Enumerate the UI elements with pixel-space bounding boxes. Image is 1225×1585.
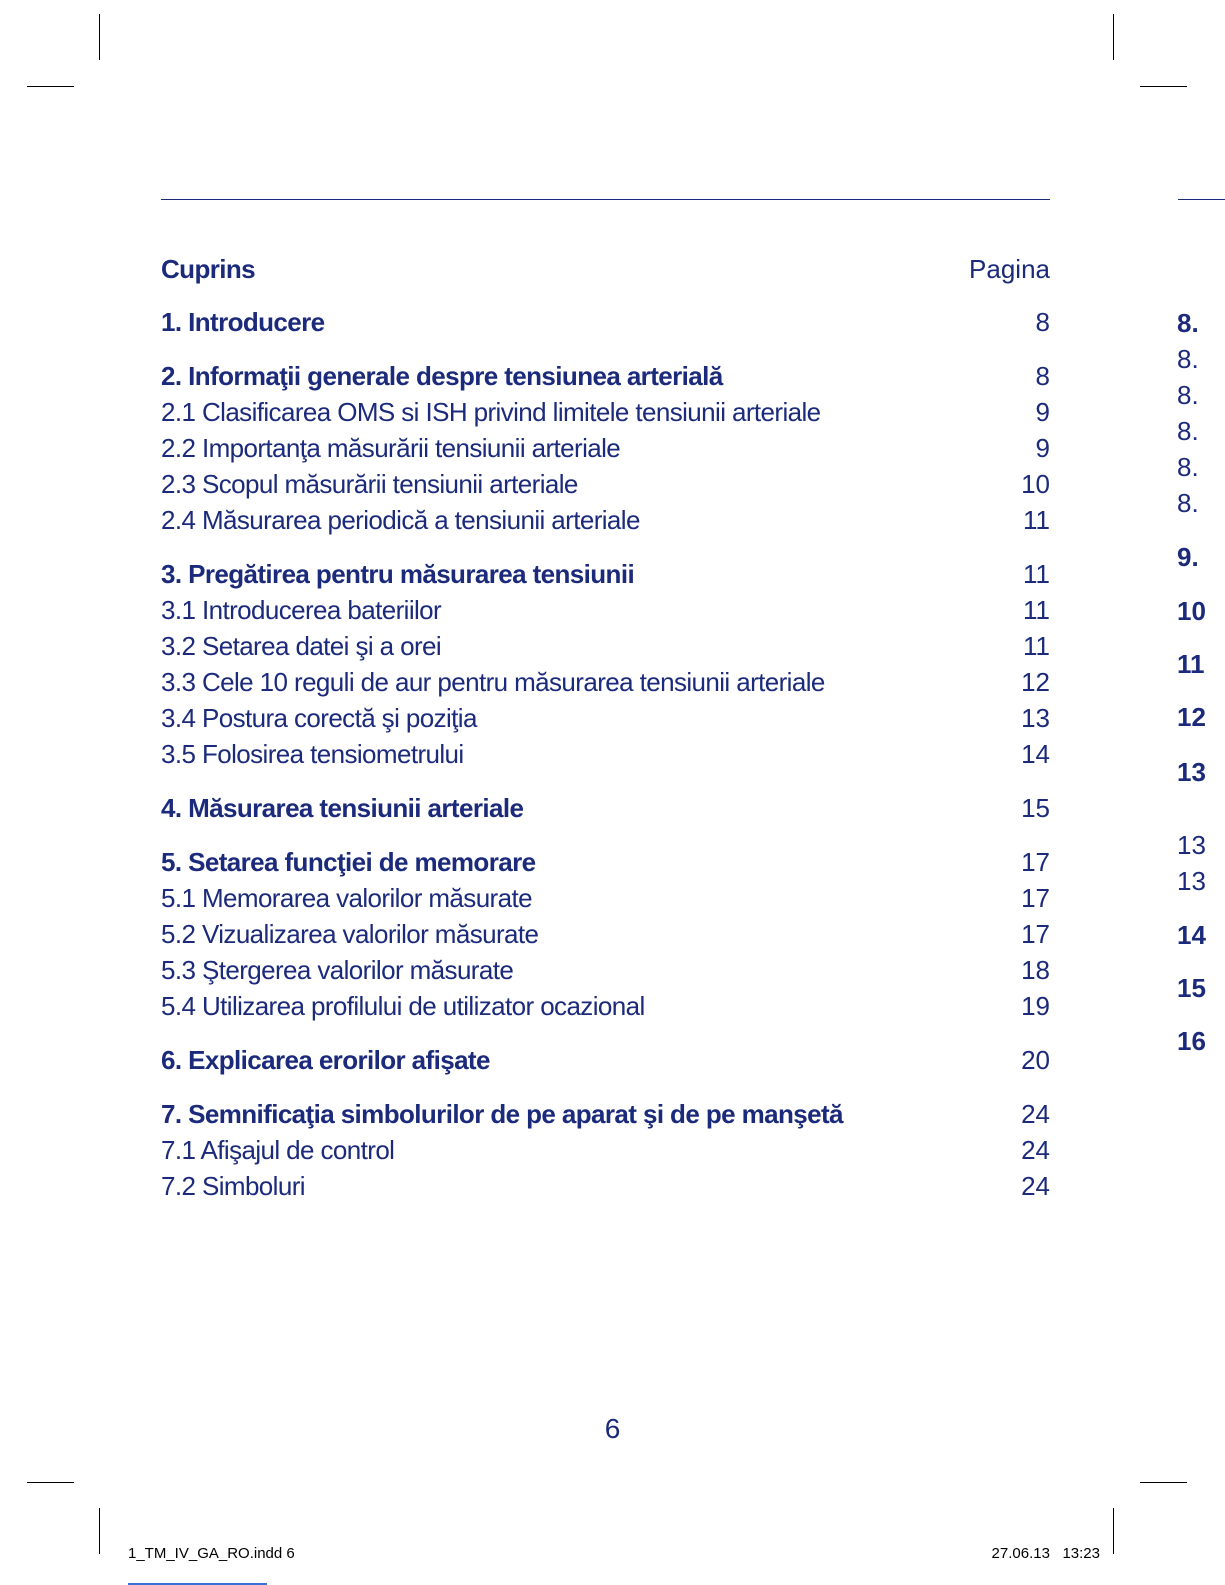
slug-filename: 1_TM_IV_GA_RO.indd 6 (128, 1545, 295, 1562)
toc-entry-label: 5. Setarea funcţiei de memorare (161, 847, 536, 877)
toc-entry-label: 3. Pregătirea pentru măsurarea tensiunii (161, 559, 635, 589)
crop-mark (27, 1482, 74, 1483)
table-of-contents (161, 250, 1050, 1204)
toc-entry-page: 20 (1021, 1045, 1050, 1075)
toc-header (161, 250, 1050, 288)
toc-subsection-row[interactable] (161, 880, 1050, 916)
next-page-toc-fragment: 9. (1177, 542, 1199, 572)
toc-entries (161, 304, 1050, 1204)
next-page-toc-fragment: 16 (1177, 1026, 1206, 1056)
crop-mark (1140, 1482, 1187, 1483)
toc-section-row[interactable] (161, 358, 1050, 394)
toc-subsection-row[interactable] (161, 430, 1050, 466)
toc-section-row[interactable] (161, 844, 1050, 880)
toc-subsection-row[interactable] (161, 988, 1050, 1024)
toc-entry-label: 3.1 Introducerea bateriilor (161, 595, 442, 625)
toc-entry-page: 24 (1021, 1171, 1050, 1201)
toc-section-row[interactable] (161, 304, 1050, 340)
next-page-toc-fragment: 11 (1177, 649, 1205, 679)
toc-entry-label: 1. Introducere (161, 307, 325, 337)
toc-entry-page: 17 (1021, 847, 1050, 877)
toc-entry-label: 2.4 Măsurarea periodică a tensiunii arteriale (161, 505, 640, 535)
toc-entry-page: 8 (1035, 361, 1050, 391)
toc-subsection-row[interactable] (161, 592, 1050, 628)
next-page-toc-fragment: 8. (1177, 452, 1199, 482)
next-page-toc-fragment: 8. (1177, 380, 1199, 410)
toc-section-row[interactable] (161, 1042, 1050, 1078)
next-page-toc-fragment: 8. (1177, 308, 1199, 338)
slug-date: 27.06.13 (991, 1545, 1050, 1562)
toc-entry-page: 11 (1023, 595, 1050, 625)
next-page-toc-fragment: 8. (1177, 416, 1199, 446)
next-page-toc-fragment: 13 (1177, 830, 1206, 860)
toc-entry-page: 14 (1021, 739, 1050, 769)
toc-entry-label: 2. Informaţii generale despre tensiunea arterială (161, 361, 723, 391)
toc-section-row[interactable] (161, 1096, 1050, 1132)
toc-entry-label: 5.4 Utilizarea profilului de utilizator ocazional (161, 991, 645, 1021)
toc-entry-label: 5.2 Vizualizarea valorilor măsurate (161, 919, 539, 949)
toc-entry-page: 11 (1023, 505, 1050, 535)
toc-entry-label: 7. Semnificaţia simbolurilor de pe aparat şi de pe manşetă (161, 1099, 843, 1129)
toc-subsection-row[interactable] (161, 466, 1050, 502)
next-page-header-rule (1178, 199, 1225, 200)
toc-entry-page: 12 (1021, 667, 1050, 697)
toc-entry-page: 15 (1021, 793, 1050, 823)
toc-entry-page: 24 (1021, 1135, 1050, 1165)
slug-datetime (992, 1545, 1100, 1562)
toc-entry-label: 3.5 Folosirea tensiometrului (161, 739, 464, 769)
header-rule (161, 199, 1050, 200)
next-page-toc-fragment: 13 (1177, 757, 1206, 787)
next-page-fragment (1177, 305, 1225, 1085)
toc-entry-label: 5.1 Memorarea valorilor măsurate (161, 883, 532, 913)
toc-entry-label: 7.1 Afişajul de control (161, 1135, 395, 1165)
toc-subsection-row[interactable] (161, 700, 1050, 736)
toc-entry-label: 2.1 Clasificarea OMS si ISH privind limitele tensiunii arteriale (161, 397, 821, 427)
crop-mark (99, 1508, 100, 1554)
next-page-toc-fragment: 13 (1177, 866, 1206, 896)
next-page-toc-fragment: 12 (1177, 702, 1206, 732)
toc-subsection-row[interactable] (161, 1132, 1050, 1168)
toc-entry-label: 6. Explicarea erorilor afişate (161, 1045, 490, 1075)
toc-entry-label: 3.3 Cele 10 reguli de aur pentru măsurarea tensiunii arteriale (161, 667, 825, 697)
toc-title: Cuprins (161, 254, 256, 284)
page-number: 6 (604, 1413, 621, 1444)
next-page-toc-fragment: 10 (1177, 596, 1206, 626)
crop-mark (27, 86, 74, 87)
crop-mark (99, 14, 100, 60)
next-page-toc-fragment: 8. (1177, 488, 1199, 518)
toc-subsection-row[interactable] (161, 736, 1050, 772)
toc-subsection-row[interactable] (161, 916, 1050, 952)
next-page-toc-fragment: 15 (1177, 973, 1206, 1003)
toc-entry-page: 24 (1021, 1099, 1050, 1129)
toc-entry-label: 3.4 Postura corectă şi poziţia (161, 703, 477, 733)
toc-section-row[interactable] (161, 790, 1050, 826)
toc-entry-label: 7.2 Simboluri (161, 1171, 305, 1201)
toc-entry-page: 10 (1021, 469, 1050, 499)
toc-entry-page: 13 (1021, 703, 1050, 733)
next-page-toc-fragment: 14 (1177, 920, 1206, 950)
toc-subsection-row[interactable] (161, 664, 1050, 700)
crop-mark (1113, 14, 1114, 60)
next-page-toc-fragment: 8. (1177, 344, 1199, 374)
toc-entry-page: 11 (1023, 631, 1050, 661)
slug-time: 13:23 (1062, 1545, 1100, 1562)
toc-entry-page: 17 (1021, 919, 1050, 949)
toc-entry-page: 17 (1021, 883, 1050, 913)
toc-subsection-row[interactable] (161, 1168, 1050, 1204)
toc-entry-label: 4. Măsurarea tensiunii arteriale (161, 793, 524, 823)
crop-mark (1140, 86, 1187, 87)
toc-entry-page: 11 (1023, 559, 1050, 589)
toc-entry-label: 2.2 Importanţa măsurării tensiunii arteriale (161, 433, 621, 463)
toc-subsection-row[interactable] (161, 952, 1050, 988)
toc-entry-label: 5.3 Ştergerea valorilor măsurate (161, 955, 514, 985)
toc-entry-label: 3.2 Setarea datei şi a orei (161, 631, 442, 661)
toc-section-row[interactable] (161, 556, 1050, 592)
toc-entry-page: 9 (1035, 433, 1050, 463)
toc-entry-page: 9 (1035, 397, 1050, 427)
toc-subsection-row[interactable] (161, 502, 1050, 538)
toc-entry-page: 19 (1021, 991, 1050, 1021)
toc-subsection-row[interactable] (161, 394, 1050, 430)
toc-entry-label: 2.3 Scopul măsurării tensiunii arteriale (161, 469, 578, 499)
toc-subsection-row[interactable] (161, 628, 1050, 664)
toc-entry-page: 8 (1035, 307, 1050, 337)
toc-page-column-label: Pagina (969, 254, 1050, 284)
toc-entry-page: 18 (1021, 955, 1050, 985)
crop-mark (1113, 1508, 1114, 1554)
